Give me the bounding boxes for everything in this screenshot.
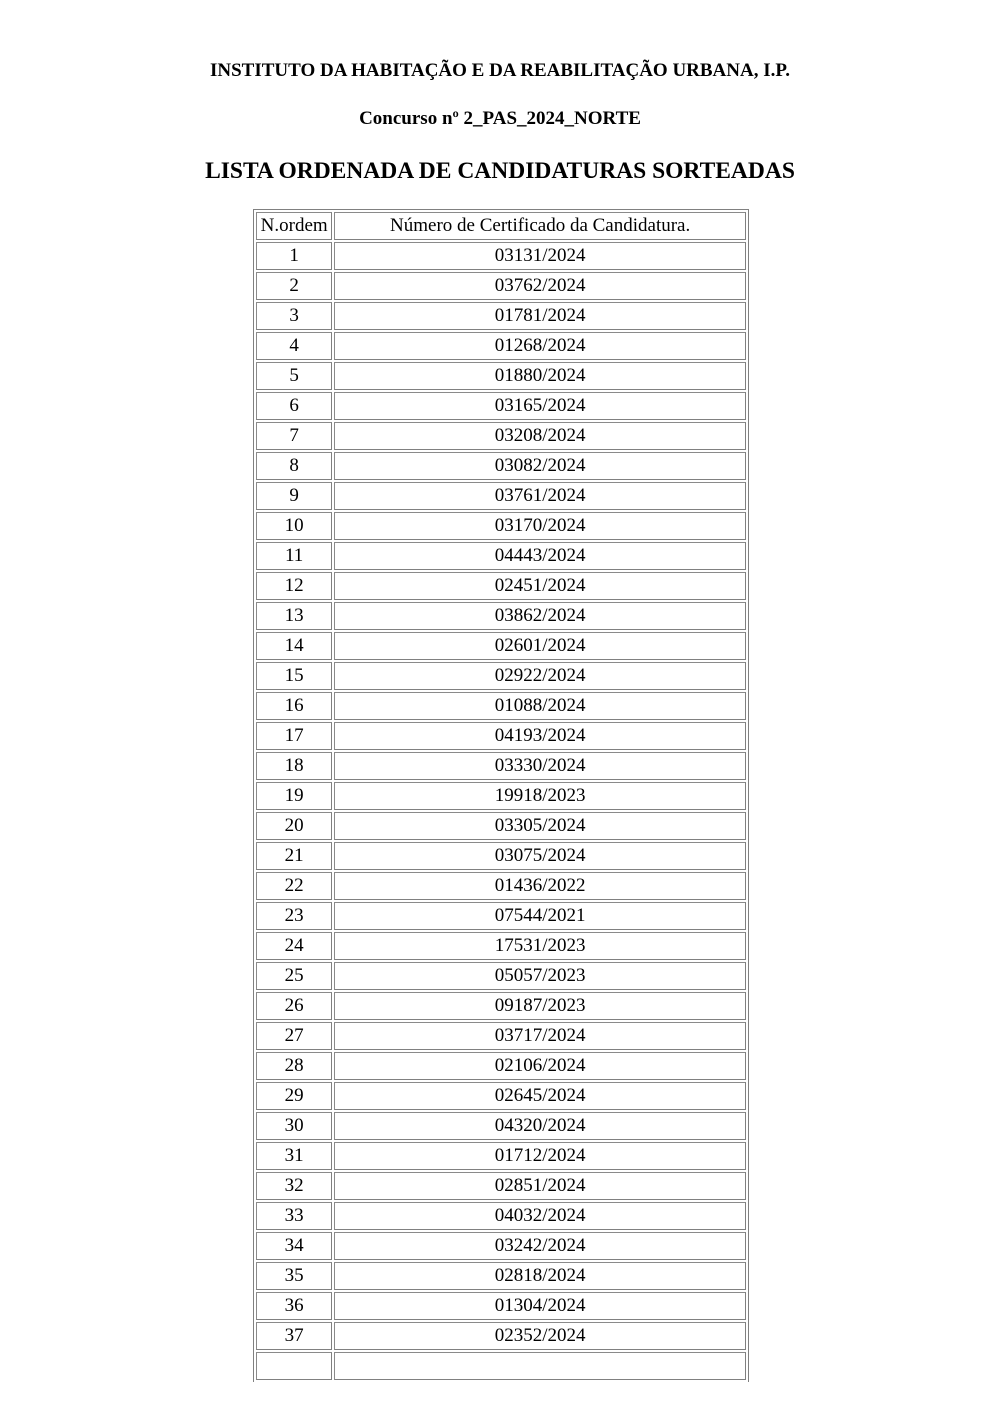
- order-cell: 6: [256, 392, 332, 420]
- order-cell: 2: [256, 272, 332, 300]
- table-row: [256, 842, 746, 870]
- certificate-cell: 02106/2024: [334, 1052, 746, 1080]
- order-cell: 8: [256, 452, 332, 480]
- certificate-cell: 03242/2024: [334, 1232, 746, 1260]
- certificate-cell: 03761/2024: [334, 482, 746, 510]
- institute-heading: INSTITUTO DA HABITAÇÃO E DA REABILITAÇÃO URBANA, I.P.: [210, 60, 790, 81]
- certificate-cell: 03305/2024: [334, 812, 746, 840]
- order-cell: 36: [256, 1292, 332, 1320]
- table-row: [256, 1352, 746, 1380]
- certificate-cell: 01781/2024: [334, 302, 746, 330]
- certificate-cell: 07544/2021: [334, 902, 746, 930]
- certificate-cell: 05057/2023: [334, 962, 746, 990]
- table-row: [256, 632, 746, 660]
- certificate-cell: 03170/2024: [334, 512, 746, 540]
- table-row: [256, 812, 746, 840]
- order-cell: 30: [256, 1112, 332, 1140]
- table-row: [256, 1262, 746, 1290]
- certificate-cell: 01880/2024: [334, 362, 746, 390]
- order-cell: 28: [256, 1052, 332, 1080]
- table-row: [256, 1082, 746, 1110]
- table-row: [256, 1142, 746, 1170]
- certificate-cell: 03208/2024: [334, 422, 746, 450]
- table-row: [256, 752, 746, 780]
- page-title: LISTA ORDENADA DE CANDIDATURAS SORTEADAS: [205, 158, 795, 184]
- certificate-cell: [334, 1352, 746, 1380]
- order-cell: 21: [256, 842, 332, 870]
- order-cell: 18: [256, 752, 332, 780]
- certificate-cell: 03330/2024: [334, 752, 746, 780]
- table-row: [256, 962, 746, 990]
- concurso-heading: Concurso nº 2_PAS_2024_NORTE: [359, 108, 641, 129]
- table-row: [256, 1172, 746, 1200]
- order-cell: 27: [256, 1022, 332, 1050]
- order-cell: 33: [256, 1202, 332, 1230]
- table-row: [256, 932, 746, 960]
- certificate-cell: 02851/2024: [334, 1172, 746, 1200]
- table-row: [256, 242, 746, 270]
- order-cell: 23: [256, 902, 332, 930]
- order-cell: 4: [256, 332, 332, 360]
- certificate-cell: 02352/2024: [334, 1322, 746, 1350]
- table-row: [256, 1232, 746, 1260]
- order-cell: 22: [256, 872, 332, 900]
- order-cell: 17: [256, 722, 332, 750]
- order-cell: 14: [256, 632, 332, 660]
- table-row: [256, 1112, 746, 1140]
- table-row: [256, 362, 746, 390]
- table-row: [256, 872, 746, 900]
- certificate-cell: 01304/2024: [334, 1292, 746, 1320]
- certificate-cell: 04032/2024: [334, 1202, 746, 1230]
- certificate-cell: 09187/2023: [334, 992, 746, 1020]
- certificate-cell: 03075/2024: [334, 842, 746, 870]
- table-row: [256, 722, 746, 750]
- results-table-container: [253, 209, 749, 1415]
- certificate-cell: 02601/2024: [334, 632, 746, 660]
- table-row: [256, 272, 746, 300]
- certificate-cell: 04443/2024: [334, 542, 746, 570]
- header-order: N.ordem: [256, 212, 332, 240]
- table-row: [256, 602, 746, 630]
- certificate-cell: 03082/2024: [334, 452, 746, 480]
- certificate-cell: 03165/2024: [334, 392, 746, 420]
- table-row: [256, 1292, 746, 1320]
- certificate-cell: 03131/2024: [334, 242, 746, 270]
- order-cell: 31: [256, 1142, 332, 1170]
- certificate-cell: 01712/2024: [334, 1142, 746, 1170]
- table-row: [256, 992, 746, 1020]
- table-row: [256, 662, 746, 690]
- order-cell: 29: [256, 1082, 332, 1110]
- order-cell: 7: [256, 422, 332, 450]
- table-row: [256, 1322, 746, 1350]
- order-cell: 32: [256, 1172, 332, 1200]
- certificate-cell: 02818/2024: [334, 1262, 746, 1290]
- table-body: [256, 242, 746, 1380]
- certificate-cell: 03762/2024: [334, 272, 746, 300]
- table-row: [256, 1052, 746, 1080]
- order-cell: 25: [256, 962, 332, 990]
- table-row: [256, 572, 746, 600]
- table-row: [256, 482, 746, 510]
- certificate-cell: 02645/2024: [334, 1082, 746, 1110]
- order-cell: 20: [256, 812, 332, 840]
- order-cell: 1: [256, 242, 332, 270]
- table-row: [256, 1022, 746, 1050]
- certificate-cell: 03717/2024: [334, 1022, 746, 1050]
- order-cell: 15: [256, 662, 332, 690]
- table-row: [256, 542, 746, 570]
- certificate-cell: 17531/2023: [334, 932, 746, 960]
- order-cell: 3: [256, 302, 332, 330]
- order-cell: 10: [256, 512, 332, 540]
- order-cell: [256, 1352, 332, 1380]
- certificate-cell: 02451/2024: [334, 572, 746, 600]
- certificate-cell: 01436/2022: [334, 872, 746, 900]
- table-row: [256, 902, 746, 930]
- table-row: [256, 1202, 746, 1230]
- order-cell: 34: [256, 1232, 332, 1260]
- order-cell: 19: [256, 782, 332, 810]
- order-cell: 11: [256, 542, 332, 570]
- order-cell: 35: [256, 1262, 332, 1290]
- order-cell: 24: [256, 932, 332, 960]
- table-row: [256, 302, 746, 330]
- table-row: [256, 452, 746, 480]
- table-row: [256, 332, 746, 360]
- certificate-cell: 01268/2024: [334, 332, 746, 360]
- certificate-cell: 03862/2024: [334, 602, 746, 630]
- table-header-row: [256, 212, 746, 240]
- certificate-cell: 04193/2024: [334, 722, 746, 750]
- table-row: [256, 392, 746, 420]
- certificate-cell: 04320/2024: [334, 1112, 746, 1140]
- certificate-cell: 19918/2023: [334, 782, 746, 810]
- table-row: [256, 782, 746, 810]
- certificate-cell: 01088/2024: [334, 692, 746, 720]
- order-cell: 12: [256, 572, 332, 600]
- order-cell: 26: [256, 992, 332, 1020]
- header-certificate: Número de Certificado da Candidatura.: [334, 212, 746, 240]
- order-cell: 9: [256, 482, 332, 510]
- order-cell: 37: [256, 1322, 332, 1350]
- table-row: [256, 692, 746, 720]
- order-cell: 13: [256, 602, 332, 630]
- order-cell: 16: [256, 692, 332, 720]
- results-table: [253, 209, 749, 1382]
- certificate-cell: 02922/2024: [334, 662, 746, 690]
- table-row: [256, 512, 746, 540]
- table-row: [256, 422, 746, 450]
- order-cell: 5: [256, 362, 332, 390]
